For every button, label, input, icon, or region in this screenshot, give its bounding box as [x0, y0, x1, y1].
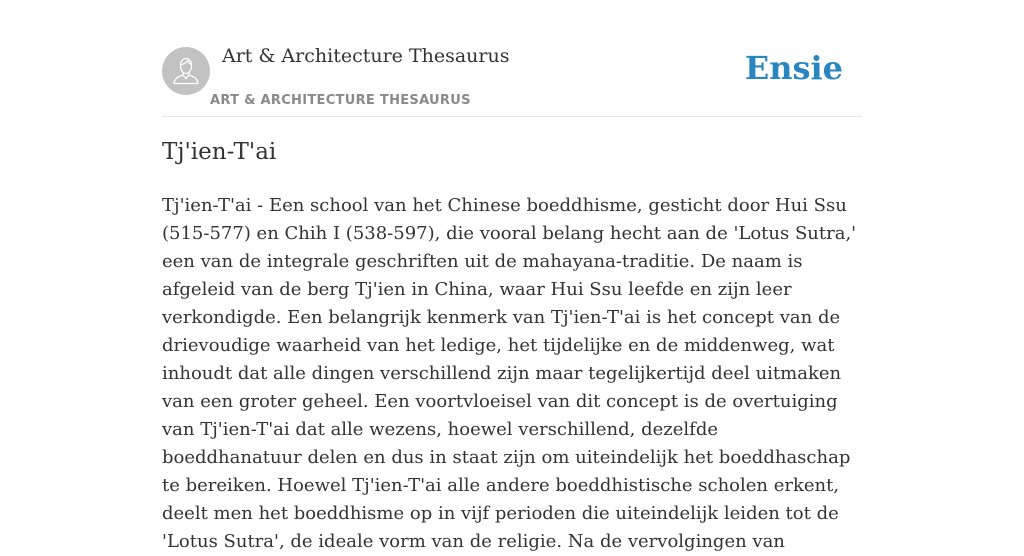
user-icon [162, 47, 210, 95]
source-avatar[interactable] [162, 47, 210, 95]
source-header [162, 0, 862, 117]
page [162, 0, 862, 552]
entry-body: Tj'ien-T'ai - Een school van het Chinese boeddhisme, gesticht door Hui Ssu (515-577) en Chih I (538-597), die vooral belang hecht aan de 'Lotus Sutra,' een van de integrale geschriften uit de mahayana-traditie. De naam is afgeleid van de berg Tj'ien in China, waar Hui Ssu leefde en zijn leer verkondigde. Een belangrijk kenmerk van Tj'ien-T'ai is het concept van de drievoudige waarheid van het ledige, het tijdelijke en de middenweg, wat inhoudt dat alle dingen verschillend zijn maar tegelijkertijd deel uitmaken van een groter geheel. Een voortvloeisel van dit concept is de overtuiging van Tj'ien-T'ai dat alle wezens, hoewel verschillend, dezelfde boeddhanatuur delen en dus in staat zijn om uiteindelijk het boeddhaschap te bereiken. Hoewel Tj'ien-T'ai alle andere boeddhistische scholen erkent, deelt men het boeddhisme op in vijf perioden die uiteindelijk leiden tot de 'Lotus Sutra', de ideale vorm van de religie. Na de vervolgingen van [162, 195, 857, 552]
source-title[interactable]: Art & Architecture Thesaurus [222, 45, 510, 67]
source-subtitle[interactable]: ART & ARCHITECTURE THESAURUS [210, 93, 471, 108]
entry-title: Tj'ien-T'ai [162, 139, 277, 165]
ensie-logo-link[interactable]: Ensie [744, 49, 843, 87]
